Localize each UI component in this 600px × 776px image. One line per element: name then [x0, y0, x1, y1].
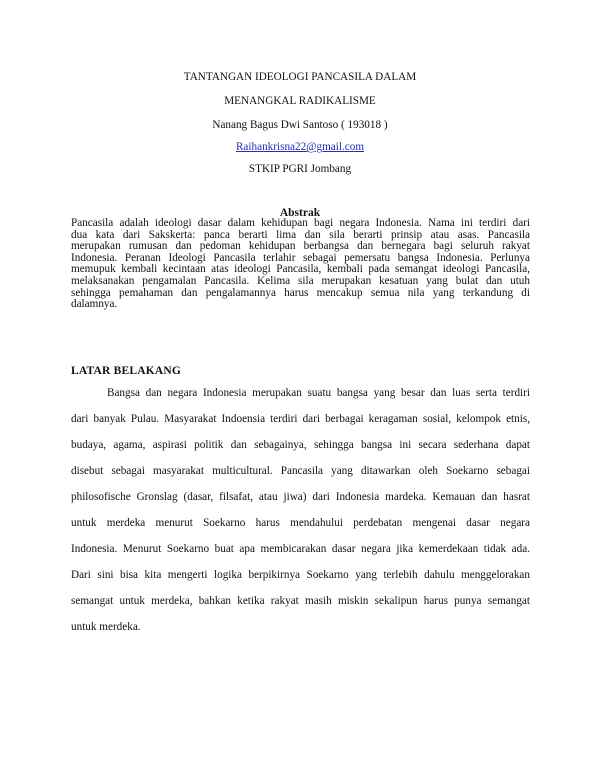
abstract-line: dua kata dari Sakskerta: panca berarti lima dan sila berarti prinsip atau asas. Pancasila	[71, 228, 530, 241]
body-line: dari banyak Pulau. Masyarakat Indoensia terdiri dari berbagai keragaman sosial, kelompok etnis,	[71, 413, 530, 425]
abstract-text	[71, 218, 530, 311]
author-institution: STKIP PGRI Jombang	[248, 163, 352, 175]
paper-title-line-2: MENANGKAL RADIKALISME	[224, 95, 376, 107]
abstract-line: sehingga pemahaman dan pengalamannya harus mencakup semua nila yang terkandung di	[71, 286, 530, 299]
body-line: budaya, agama, aspirasi politik dan sebagainya, sehingga bangsa ini secara sederhana dapat	[71, 439, 530, 451]
body-line: untuk merdeka.	[71, 621, 141, 633]
abstract-heading: Abstrak	[279, 207, 321, 219]
abstract-line: Pancasila adalah ideologi dasar dalam kehidupan bagi negara Indonesia. Nama ini terdiri dari	[71, 217, 530, 229]
abstract-line: dalamnya.	[71, 298, 118, 311]
body-line: semangat untuk merdeka, bahkan ketika rakyat masih miskin sekalipun harus punya semangat	[71, 595, 530, 607]
abstract-line: merupakan rumusan dan pedoman kehidupan berbangsa dan bernegara bagi seluruh rakyat	[71, 240, 530, 253]
body-line: disebut sebagai masyarakat multicultural. Pancasila yang ditawarkan oleh Soekarno sebagai	[71, 465, 530, 477]
author-email-row	[0, 140, 600, 154]
abstract-line: melaksanakan pengamalan Pancasila. Kelima sila merupakan kesatuan yang bulat dan utuh	[71, 274, 530, 287]
paper-title-line-1: TANTANGAN IDEOLOGI PANCASILA DALAM	[183, 71, 417, 83]
body-line: untuk merdeka menurut Soekarno harus mendahului perdebatan mengenai dasar negara	[71, 517, 530, 529]
author-name: Nanang Bagus Dwi Santoso ( 193018 )	[212, 119, 388, 131]
section-heading-latar-belakang: LATAR BELAKANG	[71, 365, 182, 377]
body-line: Dari sini bisa kita mengerti logika berpikirnya Soekarno yang terlebih dahulu menggelorakan	[71, 569, 530, 581]
author-email-link[interactable]: Raihankrisna22@gmail.com	[235, 141, 365, 153]
body-line: philosofische Gronslag (dasar, filsafat, atau jiwa) dari Indonesia mardeka. Kemauan dan hasrat	[71, 491, 530, 503]
body-line: Indonesia. Menurut Soekarno buat apa membicarakan dasar negara jika kemerdekaan tidak ada.	[71, 543, 530, 555]
body-line: Bangsa dan negara Indonesia merupakan suatu bangsa yang besar dan luas serta terdiri	[107, 387, 530, 399]
abstract-line: Indonesia. Peranan Ideologi Pancasila terlahir sebagai pemersatu bangsa Indonesia. Perlunya	[71, 251, 530, 264]
abstract-line: memupuk kembali kecintaan atas ideologi Pancasila, kembali pada semangat ideologi Pancasila,	[71, 263, 530, 276]
